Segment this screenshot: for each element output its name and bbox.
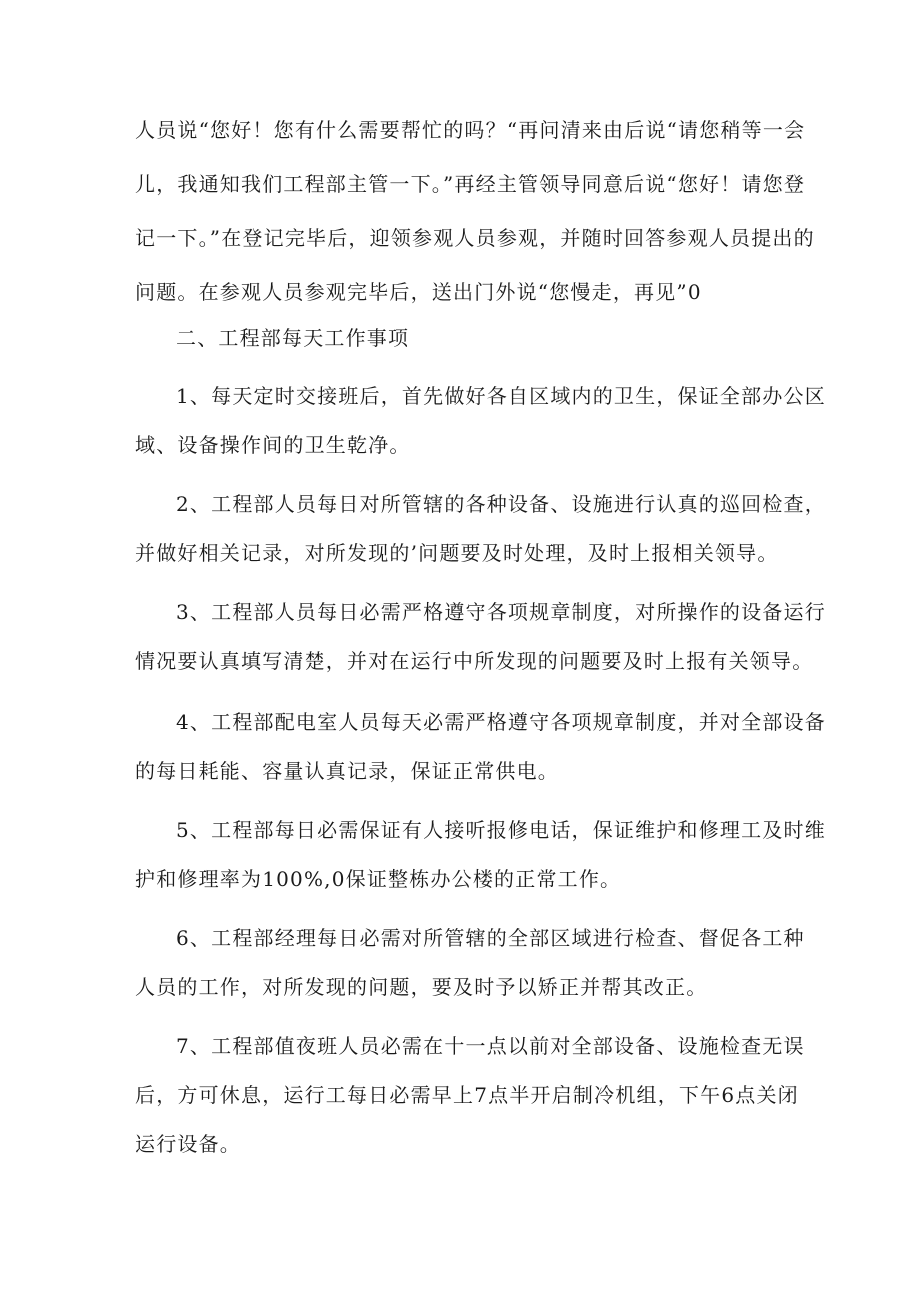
- paragraph-line: 5、工程部每日必需保证有人接听报修电话，保证维护和修理工及时维: [176, 818, 826, 842]
- paragraph-line: 的每日耗能、容量认真记录，保证正常供电。: [135, 759, 559, 783]
- paragraph-line: 护和修理率为100%,0保证整栋办公楼的正常工作。: [135, 867, 622, 891]
- paragraph-line: 6、工程部经理每日必需对所管辖的全部区域进行检查、督促各工种: [176, 926, 805, 950]
- paragraph-line: 7、工程部值夜班人员必需在十一点以前对全部设备、设施检查无误: [176, 1034, 805, 1058]
- paragraph-line: 2、工程部人员每日对所管辖的各种设备、设施进行认真的巡回检查，: [176, 492, 826, 516]
- paragraph-line: 4、工程部配电室人员每天必需严格遵守各项规章制度，并对全部设备: [176, 710, 826, 734]
- paragraph-line: 后，方可休息，运行工每日必需早上7点半开启制冷机组，下午6点关闭: [135, 1083, 799, 1107]
- paragraph-line: 运行设备。: [135, 1132, 241, 1156]
- paragraph-line: 1、每天定时交接班后，首先做好各自区域内的卫生，保证全部办公区: [176, 384, 826, 408]
- section-heading: 二、工程部每天工作事项: [176, 326, 410, 350]
- paragraph-line: 人员说“您好！您有什么需要帮忙的吗？“再问清来由后说“请您稍等一会: [135, 118, 806, 142]
- paragraph-line: 记一下。”在登记完毕后，迎领参观人员参观，并随时回答参观人员提出的: [135, 226, 815, 250]
- paragraph-line: 并做好相关记录，对所发现的’问题要及时处理，及时上报相关领导。: [135, 541, 779, 565]
- paragraph-line: 儿，我通知我们工程部主管一下。”再经主管领导同意后说“您好！请您登: [135, 172, 806, 196]
- paragraph-line: 3、工程部人员每日必需严格遵守各项规章制度，对所操作的设备运行: [176, 600, 826, 624]
- paragraph-line: 情况要认真填写清楚，并对在运行中所发现的问题要及时上报有关领导。: [135, 649, 814, 673]
- paragraph-line: 问题。在参观人员参观完毕后，送出门外说“您慢走，再见”0: [135, 280, 702, 304]
- paragraph-line: 人员的工作，对所发现的问题，要及时予以矫正并帮其改正。: [135, 975, 708, 999]
- paragraph-line: 域、设备操作间的卫生乾净。: [135, 433, 411, 457]
